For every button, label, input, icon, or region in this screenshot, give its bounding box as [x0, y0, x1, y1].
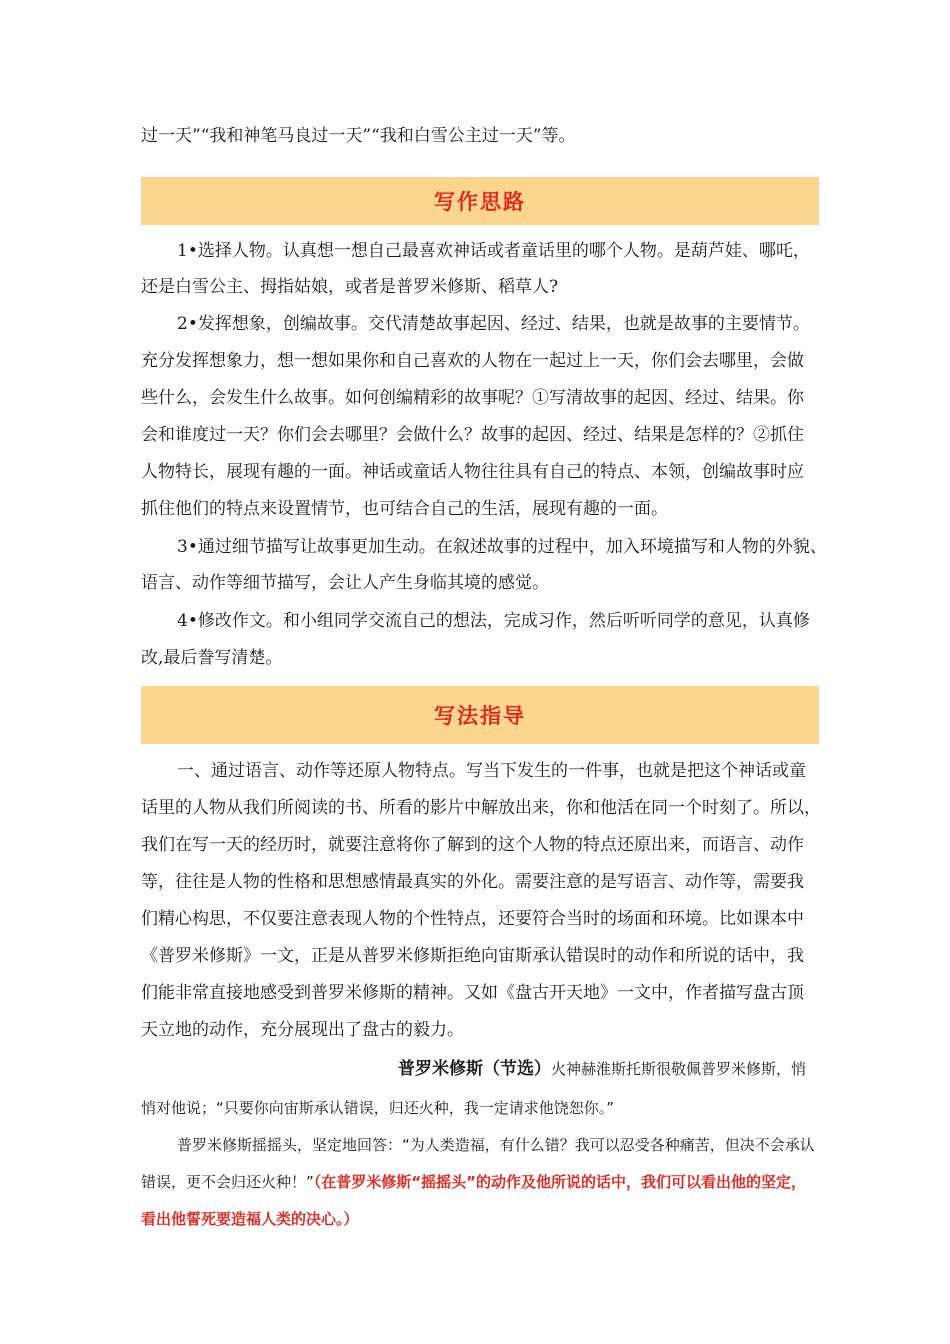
- paragraph-line: 语言、动作等细节描写，会让人产生身临其境的感觉。: [141, 573, 549, 593]
- section-title: 写法指导: [434, 704, 526, 728]
- paragraph-line: 充分发挥想象力，想一想如果你和自己喜欢的人物在一起过上一天，你们会去哪里，会做: [141, 351, 804, 371]
- paragraph-line: 4•修改作文。和小组同学交流自己的想法，完成习作，然后听听同学的意见，认真修: [177, 611, 810, 631]
- paragraph-line: 改,最后誊写清楚。: [141, 648, 283, 668]
- paragraph-line: 《普罗米修斯》一文，正是从普罗米修斯拒绝向宙斯承认错误时的动作和所说的话中，我: [141, 946, 804, 966]
- paragraph-line: 人物特长，展现有趣的一面。神话或童话人物往往具有自己的特点、本领，创编故事时应: [141, 462, 804, 482]
- paragraph-line: 还是白雪公主、拇指姑娘，或者是普罗米修斯、稻草人?: [141, 277, 559, 297]
- paragraph-line: 3•通过细节描写让故事更加生动。在叙述故事的过程中，加入环境描写和人物的外貌、: [177, 537, 827, 557]
- paragraph-line: 会和谁度过一天？你们会去哪里？会做什么？故事的起因、经过、结果是怎样的？②抓住: [141, 425, 804, 445]
- paragraph-line: 一、通过语言、动作等还原人物特点。写当下发生的一件事，也就是把这个神话或童: [177, 761, 806, 781]
- paragraph-line: 们能非常直接地感受到普罗米修斯的精神。又如《盘古开天地》一文中，作者描写盘古顶: [141, 983, 804, 1003]
- paragraph-line: 天立地的动作，充分展现出了盘古的毅力。: [141, 1020, 464, 1040]
- excerpt-text: 错误，更不会归还火种！”: [141, 1173, 314, 1191]
- paragraph-line: 话里的人物从我们所阅读的书、所看的影片中解放出来，你和他活在同一个时刻了。所以，: [141, 798, 821, 818]
- excerpt-text: 火神赫淮斯托斯很敬佩普罗米修斯，悄: [551, 1060, 807, 1078]
- excerpt-title: 普罗米修斯（节选）: [398, 1059, 551, 1079]
- paragraph-line: 些什么，会发生什么故事。如何创编精彩的故事呢？①写清故事的起因、经过、结果。你: [141, 388, 804, 408]
- paragraph-line: 我们在写一天的经历时，就要注意将你了解到的这个人物的特点还原出来，而语言、动作: [141, 835, 804, 855]
- excerpt-line: 普罗米修斯摇摇头，坚定地回答：“为人类造福，有什么错？我可以忍受各种痛苦，但决不会承认: [177, 1136, 815, 1154]
- paragraph-line: 2•发挥想象，创编故事。交代清楚故事起因、经过、结果，也就是故事的主要情节。: [177, 314, 810, 334]
- excerpt-line: [398, 1059, 818, 1079]
- excerpt-line: 悄对他说；“只要你向宙斯承认错误，归还火种，我一定请求他饶恕你。”: [141, 1099, 615, 1117]
- paragraph-line: 抓住他们的特点来设置情节，也可结合自己的生活，展现有趣的一面。: [141, 499, 668, 519]
- intro-line: 过一天”“我和神笔马良过一天”“我和白雪公主过一天”等。: [141, 126, 576, 146]
- excerpt-line: [141, 1172, 821, 1192]
- section-header-writing-guide: [141, 686, 819, 744]
- paragraph-line: 们精心构思，不仅要注意表现人物的个性特点，还要符合当时的场面和环境。比如课本中: [141, 909, 804, 929]
- section-header-writing-ideas: [141, 177, 819, 225]
- annotation-text: （在普罗米修斯“摇摇头”的动作及他所说的话中，我们可以看出他的坚定，: [313, 1173, 807, 1191]
- section-title: 写作思路: [434, 190, 526, 214]
- annotation-line: 看出他誓死要造福人类的决心。）: [141, 1210, 359, 1228]
- paragraph-line: 1•选择人物。认真想一想自己最喜欢神话或者童话里的哪个人物。是葫芦娃、哪吒，: [177, 241, 810, 261]
- paragraph-line: 等，往往是人物的性格和思想感情最真实的外化。需要注意的是写语言、动作等，需要我: [141, 872, 804, 892]
